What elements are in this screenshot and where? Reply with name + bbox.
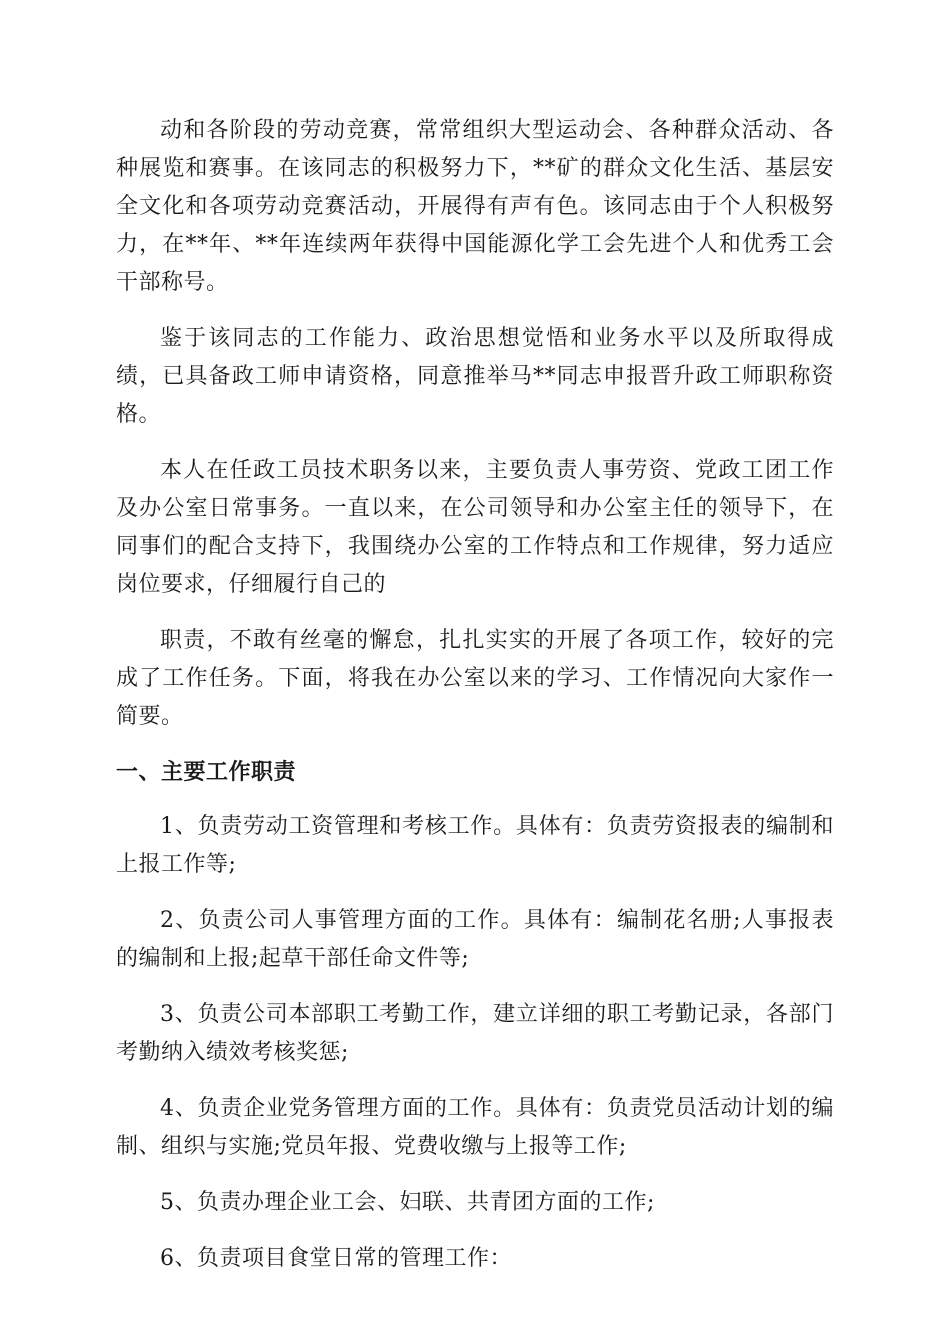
document-body xyxy=(116,112,834,1296)
duty-item-6: 6、负责项目食堂日常的管理工作： xyxy=(160,1246,512,1271)
paragraph-intro-1: 动和各阶段的劳动竞赛，常常组织大型运动会、各种群众活动、各种展览和赛事。在该同志的积极努力下，**矿的群众文化生活、基层安全文化和各项劳动竞赛活动，开展得有声有色。该同志由于个人积极努力，在**年、**年连续两年获得中国能源化学工会先进个人和优秀工会干部称号。 xyxy=(116,118,834,295)
paragraph-intro-4: 职责，不敢有丝毫的懈怠，扎扎实实的开展了各项工作，较好的完成了工作任务。下面，将我在办公室以来的学习、工作情况向大家作一简要。 xyxy=(116,628,834,729)
paragraph-intro-2: 鉴于该同志的工作能力、政治思想觉悟和业务水平以及所取得成绩，已具备政工师申请资格，同意推举马**同志申报晋升政工师职称资格。 xyxy=(116,326,834,427)
duty-item-3: 3、负责公司本部职工考勤工作，建立详细的职工考勤记录，各部门考勤纳入绩效考核奖惩; xyxy=(116,1002,834,1065)
paragraph-intro-3: 本人在任政工员技术职务以来，主要负责人事劳资、党政工团工作及办公室日常事务。一直以来，在公司领导和办公室主任的领导下，在同事们的配合支持下，我围绕办公室的工作特点和工作规律，努力适应岗位要求，仔细履行自己的 xyxy=(116,458,834,597)
section-heading: 一、主要工作职责 xyxy=(116,760,297,785)
duty-item-4: 4、负责企业党务管理方面的工作。具体有：负责党员活动计划的编制、组织与实施;党员年报、党费收缴与上报等工作; xyxy=(116,1096,834,1159)
duty-item-5: 5、负责办理企业工会、妇联、共青团方面的工作; xyxy=(160,1190,655,1215)
duty-item-1: 1、负责劳动工资管理和考核工作。具体有：负责劳资报表的编制和上报工作等; xyxy=(116,814,834,877)
duty-item-2: 2、负责公司人事管理方面的工作。具体有：编制花名册;人事报表的编制和上报;起草干部任命文件等; xyxy=(116,908,834,971)
